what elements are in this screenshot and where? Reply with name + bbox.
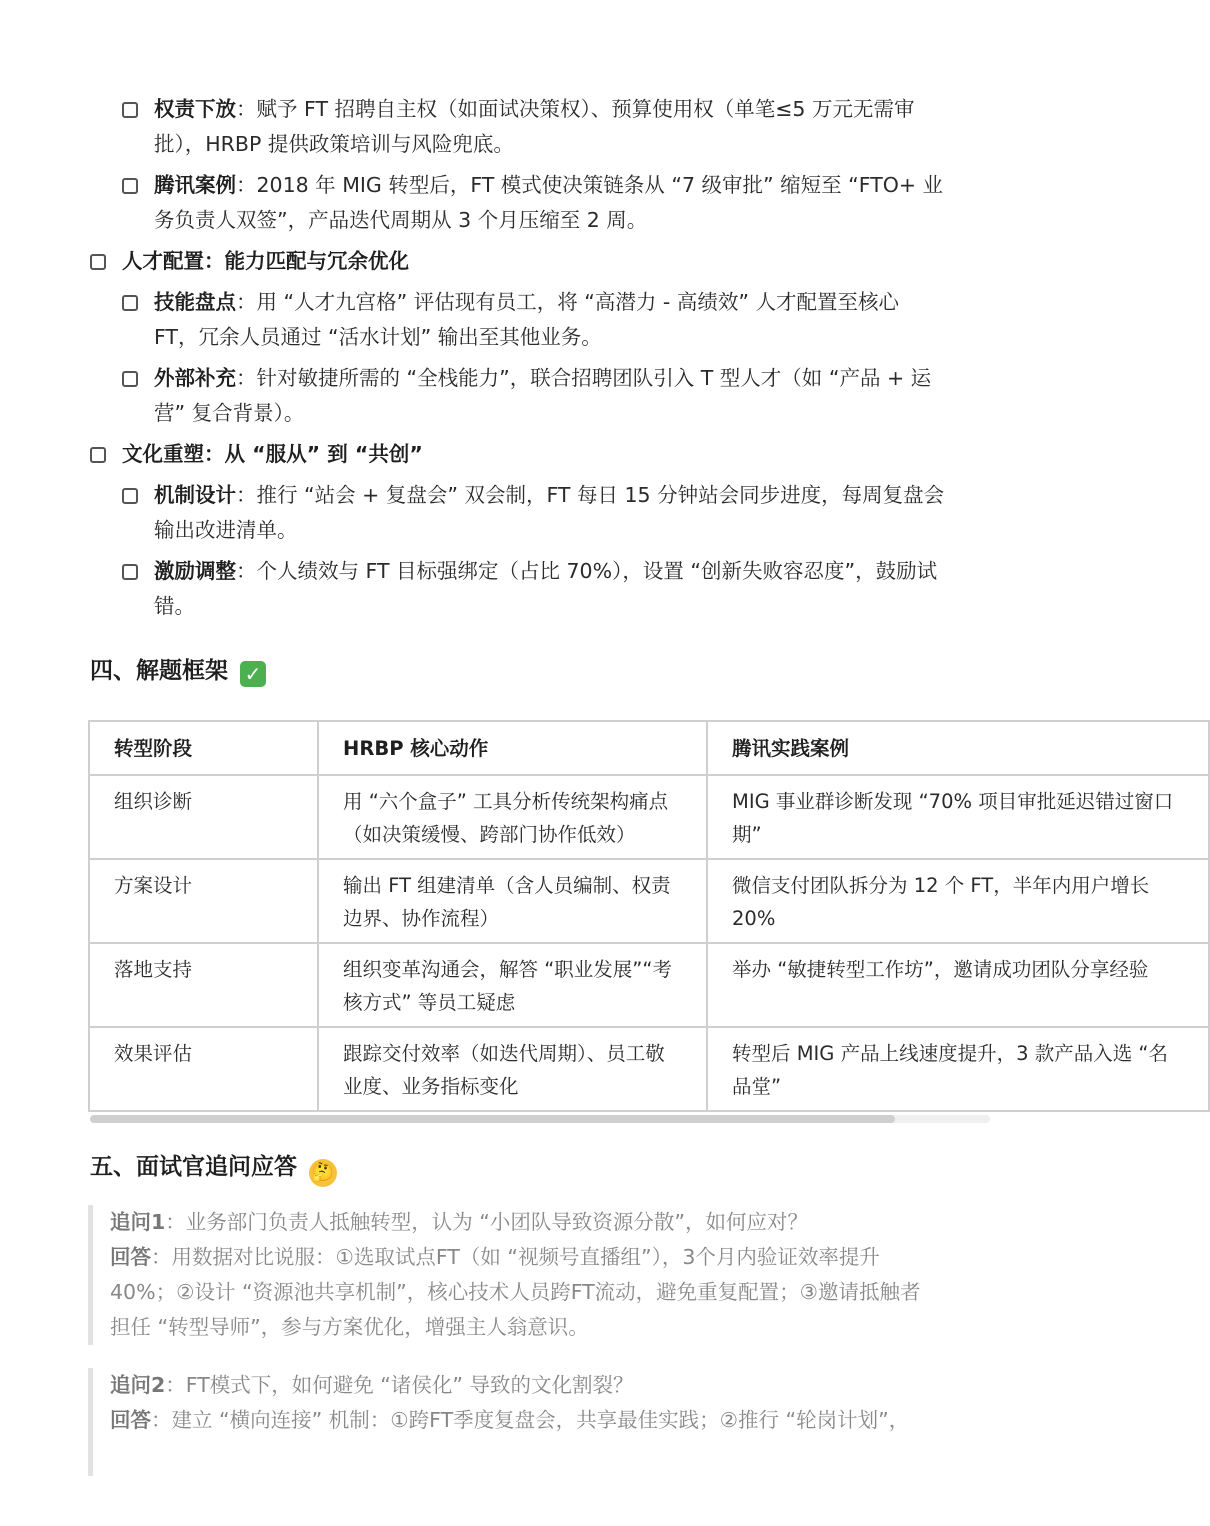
table-row: [89, 775, 1209, 859]
table-cell: 举办 “敏捷转型工作坊”，邀请成功团队分享经验: [707, 943, 1209, 1027]
item-body: 针对敏捷所需的 “全栈能力”，联合招聘团队引入 T 型人才（如 “产品 + 运: [256, 366, 932, 390]
answer-line: 回答：建立 “横向连接” 机制：①跨FT季度复盘会，共享最佳实践；②推行 “轮岗计划”，: [110, 1408, 910, 1432]
table-cell: 方案设计: [89, 859, 318, 943]
item-body: 个人绩效与 FT 目标强绑定（占比 70%），设置 “创新失败容忍度”，鼓励试: [256, 559, 938, 583]
answer-line: 40%；②设计 “资源池共享机制”，核心技术人员跨FT流动，避免重复配置；③邀请抵触者: [110, 1280, 921, 1304]
table-scrollbar-thumb[interactable]: [90, 1115, 895, 1123]
table-cell: 组织诊断: [89, 775, 318, 859]
checklist-item-skill-inventory: 技能盘点：用 “人才九宫格” 评估现有员工，将 “高潜力 - 高绩效” 人才配置至核心 FT，冗余人员通过 “活水计划” 输出至其他业务。: [122, 285, 982, 355]
item-title: 权责下放: [154, 97, 236, 121]
checkbox[interactable]: [122, 564, 138, 580]
item-title: 文化重塑：从 “服从” 到 “共创”: [122, 442, 423, 466]
item-body: 2018 年 MIG 转型后，FT 模式使决策链条从 “7 级审批” 缩短至 “FTO+ 业: [256, 173, 944, 197]
checkbox[interactable]: [122, 178, 138, 194]
checklist-item-incentive-adjust: 激励调整：个人绩效与 FT 目标强绑定（占比 70%），设置 “创新失败容忍度”，鼓励试 错。: [122, 554, 982, 624]
blockquote-qa-2: [88, 1368, 1010, 1476]
item-title: 技能盘点: [154, 290, 236, 314]
checklist-item-external-supply: 外部补充：针对敏捷所需的 “全栈能力”，联合招聘团队引入 T 型人才（如 “产品 + 运 营” 复合背景）。: [122, 361, 982, 431]
table-cell: 组织变革沟通会，解答 “职业发展”“考核方式” 等员工疑虑: [318, 943, 707, 1027]
table-cell: 用 “六个盒子” 工具分析传统架构痛点（如决策缓慢、跨部门协作低效）: [318, 775, 707, 859]
blockquote-qa-1: [88, 1205, 1010, 1345]
table-header-row: [89, 721, 1209, 775]
item-title: 外部补充: [154, 366, 236, 390]
checkbox[interactable]: [122, 102, 138, 118]
item-body: 用 “人才九宫格” 评估现有员工，将 “高潜力 - 高绩效” 人才配置至核心: [256, 290, 899, 314]
table-cell: 输出 FT 组建清单（含人员编制、权责边界、协作流程）: [318, 859, 707, 943]
answer-line: 担任 “转型导师”，参与方案优化，增强主人翁意识。: [110, 1315, 589, 1339]
answer-line: 回答：用数据对比说服：①选取试点FT（如 “视频号直播组”），3个月内验证效率提升: [110, 1245, 880, 1269]
table-cell: 落地支持: [89, 943, 318, 1027]
section-heading-followup: 五、面试官追问应答 🤔: [90, 1148, 337, 1187]
checklist-item-culture-reshape: [90, 437, 990, 472]
table-row: [89, 1027, 1209, 1111]
column-header: 腾讯实践案例: [707, 721, 1209, 775]
item-title: 腾讯案例: [154, 173, 236, 197]
table-cell: MIG 事业群诊断发现 “70% 项目审批延迟错过窗口期”: [707, 775, 1209, 859]
table-cell: 转型后 MIG 产品上线速度提升，3 款产品入选 “名品堂”: [707, 1027, 1209, 1111]
table-cell: 效果评估: [89, 1027, 318, 1111]
column-header: 转型阶段: [89, 721, 318, 775]
section-heading-framework: 四、解题框架 ✓: [90, 652, 266, 687]
table-cell: 跟踪交付效率（如迭代周期）、员工敬业度、业务指标变化: [318, 1027, 707, 1111]
checklist-item-tencent-case: 腾讯案例：2018 年 MIG 转型后，FT 模式使决策链条从 “7 级审批” 缩短至 “FTO+ 业 务负责人双签”，产品迭代周期从 3 个月压缩至 2 周。: [122, 168, 982, 238]
checkbox[interactable]: [122, 488, 138, 504]
check-mark-button-icon: ✓: [240, 661, 266, 687]
question-line: 追问2：FT模式下，如何避免 “诸侯化” 导致的文化割裂？: [110, 1373, 634, 1397]
table-row: [89, 859, 1209, 943]
item-body: 推行 “站会 + 复盘会” 双会制，FT 每日 15 分钟站会同步进度，每周复盘会: [256, 483, 945, 507]
checklist-item-talent-allocation: [90, 244, 990, 279]
checkbox[interactable]: [90, 254, 106, 270]
framework-table[interactable]: [88, 720, 1174, 1110]
question-line: 追问1：业务部门负责人抵触转型，认为 “小团队导致资源分散”，如何应对？: [110, 1210, 809, 1234]
checkbox[interactable]: [122, 295, 138, 311]
checklist-item-authority: 权责下放：赋予 FT 招聘自主权（如面试决策权）、预算使用权（单笔≤5 万元无需审 批），HRBP 提供政策培训与风险兜底。: [122, 92, 982, 162]
table-cell: 微信支付团队拆分为 12 个 FT，半年内用户增长 20%: [707, 859, 1209, 943]
checkbox[interactable]: [122, 371, 138, 387]
checkbox[interactable]: [90, 447, 106, 463]
thinking-face-icon: 🤔: [309, 1159, 337, 1187]
table-row: [89, 943, 1209, 1027]
item-body: 赋予 FT 招聘自主权（如面试决策权）、预算使用权（单笔≤5 万元无需审: [256, 97, 915, 121]
item-title: 人才配置：能力匹配与冗余优化: [122, 249, 409, 273]
column-header: HRBP 核心动作: [318, 721, 707, 775]
item-title: 激励调整: [154, 559, 236, 583]
item-title: 机制设计: [154, 483, 236, 507]
checklist-item-mechanism-design: 机制设计：推行 “站会 + 复盘会” 双会制，FT 每日 15 分钟站会同步进度，每周复盘会 输出改进清单。: [122, 478, 982, 548]
